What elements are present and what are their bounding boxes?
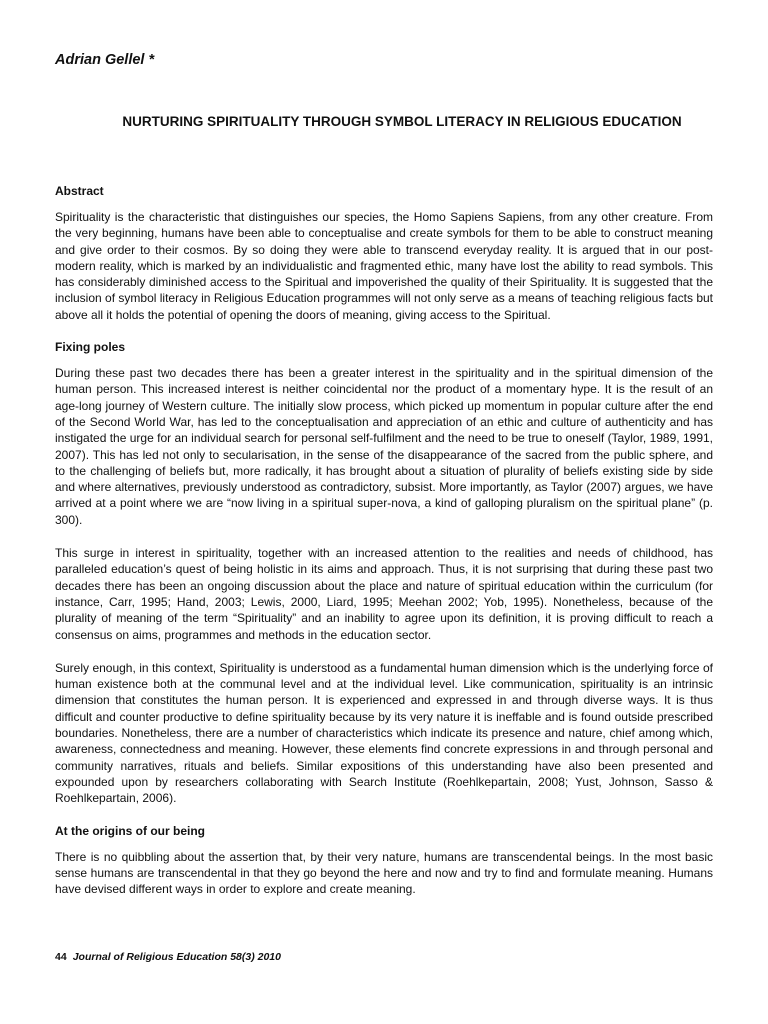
page-footer: [55, 951, 281, 963]
body-paragraph: Surely enough, in this context, Spirituality is understood as a fundamental human dimension which is the underlying force of human existence both at the communal level and at the individual level. Like communication, spirituality is an intrinsic dimension that constitutes the human person. It is experienced and expressed in and through diverse ways. It is thus difficult and counter productive to define spirituality because by its very nature it is ineffable and is found outside prescribed boundaries. Nonetheless, there are a number of characteristics which indicate its presence and nature, chief among which, awareness, connectedness and meaning. However, these elements find concrete expressions in and through personal and community narratives, rituals and beliefs. Similar expositions of this understanding have also been presented and expounded upon by researchers collaborating with Search Institute (Roehlkepartain, 2008; Yust, Johnson, Sasso & Roehlkepartain, 2006).: [55, 660, 713, 806]
page-number: 44: [55, 951, 67, 963]
abstract-section: [55, 184, 713, 323]
section-heading: Fixing poles: [55, 340, 126, 355]
origins-section: [55, 824, 713, 898]
journal-citation: Journal of Religious Education 58(3) 2010: [72, 951, 281, 963]
body-paragraph: This surge in interest in spirituality, together with an increased attention to the realities and needs of childhood, has paralleled education’s quest of being holistic in its aims and approach. Thus, it is not surprising that during these past two decades there has been an ongoing discussion about the place and nature of spiritual education within the curriculum (for instance, Carr, 1995; Hand, 2003; Lewis, 2000, Liard, 1995; Meehan 2002; Yob, 1995). Nonetheless, because of the plurality of meaning of the term “Spirituality” and an inability to agree upon its definition, it is proving difficult to reach a consensus on aims, programmes and methods in the education sector.: [55, 546, 713, 642]
section-heading: At the origins of our being: [55, 823, 205, 838]
fixing-poles-section: [55, 340, 713, 806]
abstract-paragraph: Spirituality is the characteristic that distinguishes our species, the Homo Sapiens Sapiens, from any other creature. From the very beginning, humans have been able to conceptualise and create symbols for them to be able to construct meaning and give order to their cosmos. By so doing they were able to transcend everyday reality. It is argued that in our post-modern reality, which is marked by an individualistic and fragmented ethic, many have lost the ability to read symbols. This has considerably diminished access to the Spiritual and impoverished the quality of their Spirituality. It is suggested that the inclusion of symbol literacy in Religious Education programmes will not only serve as a means of teaching religious facts but above all it holds the potential of opening the doors of meaning, giving access to the Spiritual.: [55, 210, 713, 322]
section-heading: Abstract: [55, 184, 104, 198]
body-paragraph: During these past two decades there has been a greater interest in the spirituality and in the spiritual dimension of the human person. This increased interest is neither coincidental nor the product of a momentary hype. It is the result of an age-long journey of Western culture. The initially slow process, which picked up momentum in popular culture after the end of the Second World War, has led to the conceptualisation and appreciation of an ethic and culture of authenticity and has instigated the urge for an individual search for personal self-fulfilment and the need to be true to oneself (Taylor, 1989, 1991, 2007). This has led not only to secularisation, in the sense of the disappearance of the sacred from the public sphere, and to the challenging of beliefs but, more radically, it has brought about a situation of plurality of beliefs existing side by side and where alternatives, previously understood as contradictory, subsist. More importantly, as Taylor (2007) argues, we have arrived at a point where we are “now living in a spiritual super-nova, a kind of galloping pluralism on the spiritual plane” (p. 300).: [55, 366, 713, 527]
article-title: NURTURING SPIRITUALITY THROUGH SYMBOL LITERACY IN RELIGIOUS EDUCATION: [122, 114, 682, 129]
body-paragraph: There is no quibbling about the assertion that, by their very nature, humans are transcendental beings. In the most basic sense humans are transcendental in that they go beyond the here and now and try to find and formulate meaning. Humans have devised different ways in order to explore and create meaning.: [55, 849, 713, 897]
article-page: [55, 52, 713, 914]
author-name: Adrian Gellel *: [55, 52, 155, 68]
